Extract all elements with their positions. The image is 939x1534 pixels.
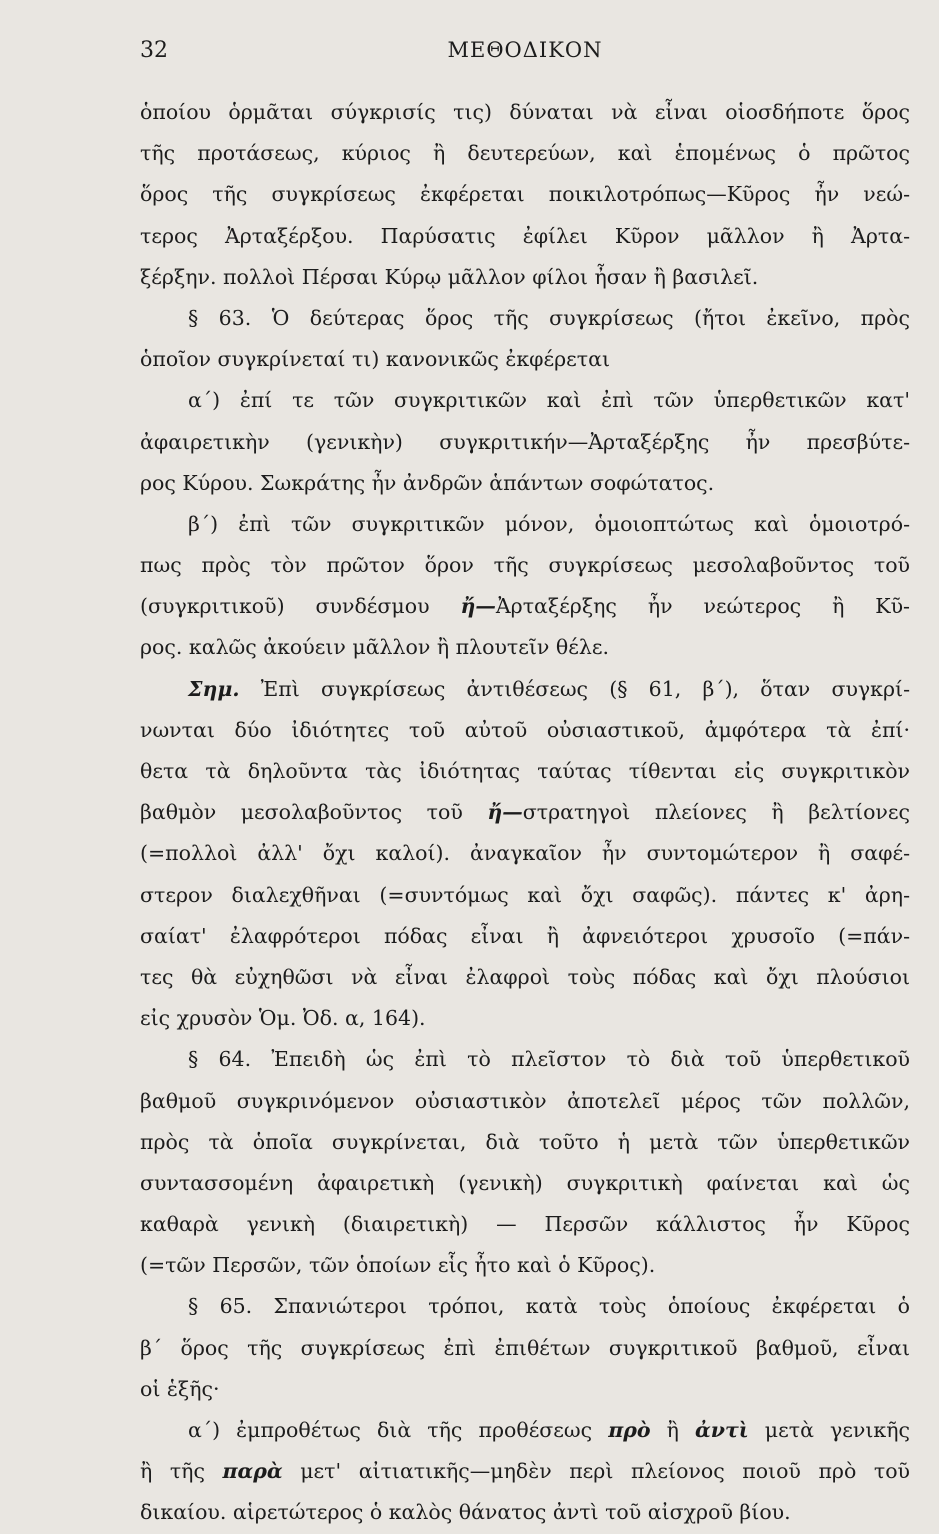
body-text — [140, 92, 910, 1534]
list-item-alpha-line: α΄) ἐπί τε τῶν συγκριτικῶν καὶ ἐπὶ τῶν ὑπερθετικῶν κατ' — [188, 388, 910, 413]
text-line: ρος Κύρου. Σωκράτης ἦν ἀνδρῶν ἁπάντων σοφώτατος. — [140, 470, 715, 495]
text-line: ἀφαιρετικὴν (γενικὴν) συγκριτικήν—Ἀρταξέρξης ἦν πρεσβύτε- — [140, 429, 910, 454]
text-line: βαθμὸν μεσολαβοῦντος τοῦ ἤ—στρατηγοὶ πλείονες ἢ βελτίονες — [140, 800, 910, 825]
page-number: 32 — [140, 38, 168, 63]
text-line: σαίατ' ἐλαφρότεροι πόδας εἶναι ἢ ἀφνειότεροι χρυσοῖο (=πάν- — [140, 923, 910, 948]
section-63-heading-line: § 63. Ὁ δεύτερας ὅρος τῆς συγκρίσεως (ἤτοι ἐκεῖνο, πρὸς — [188, 305, 910, 330]
section-65-heading-line: § 65. Σπανιώτεροι τρόποι, κατὰ τοὺς ὁποίους ἐκφέρεται ὁ — [188, 1294, 910, 1319]
page-header — [140, 38, 910, 78]
text-line: ὁποίου ὁρμᾶται σύγκρισίς τις) δύναται νὰ εἶναι οἱοσδήποτε ὅρος — [140, 100, 910, 124]
text-line: νωνται δύο ἰδιότητες τοῦ αὐτοῦ οὐσιαστικοῦ, ἀμφότερα τὰ ἐπί· — [140, 717, 910, 742]
text-line: ὁποῖον συγκρίνεταί τι) κανονικῶς ἐκφέρεται — [140, 347, 611, 372]
text-line: (=τῶν Περσῶν, τῶν ὁποίων εἷς ἦτο καὶ ὁ Κῦρος). — [140, 1253, 656, 1278]
text-line: δικαίου. αἱρετώτερος ὁ καλὸς θάνατος ἀντὶ τοῦ αἰσχροῦ βίου. — [140, 1500, 791, 1525]
text-line: ξέρξην. πολλοὶ Πέρσαι Κύρῳ μᾶλλον φίλοι ἦσαν ἢ βασιλεῖ. — [140, 264, 759, 289]
text-line: εἰς χρυσὸν Ὁμ. Ὀδ. α, 164). — [140, 1006, 426, 1031]
text-line: τερος Ἀρταξέρξου. Παρύσατις ἐφίλει Κῦρον μᾶλλον ἢ Ἀρτα- — [140, 223, 910, 248]
text-line: τες θὰ εὐχηθῶσι νὰ εἶναι ἐλαφροὶ τοὺς πόδας καὶ ὄχι πλούσιοι — [140, 964, 910, 989]
text-line: ρος. καλῶς ἀκούειν μᾶλλον ἢ πλουτεῖν θέλε. — [140, 635, 609, 660]
text-line: πρὸς τὰ ὁποῖα συγκρίνεται, διὰ τοῦτο ἡ μετὰ τῶν ὑπερθετικῶν — [140, 1129, 910, 1154]
text-line: (συγκριτικοῦ) συνδέσμου ἤ—Ἀρταξέρξης ἦν νεώτερος ἢ Κῦ- — [140, 594, 910, 619]
text-line: πως πρὸς τὸν πρῶτον ὅρον τῆς συγκρίσεως μεσολαβοῦντος τοῦ — [140, 553, 910, 578]
text-line: βαθμοῦ συγκρινόμενον οὐσιαστικὸν ἀποτελεῖ μέρος τῶν πολλῶν, — [140, 1088, 910, 1113]
text-line: στερον διαλεχθῆναι (=συντόμως καὶ ὄχι σαφῶς). πάντες κ' ἀρη- — [140, 882, 910, 907]
text-line: θετα τὰ δηλοῦντα τὰς ἰδιότητας ταύτας τίθενται εἰς συγκριτικὸν — [140, 759, 910, 783]
list-item-beta-line: β΄) ἐπὶ τῶν συγκριτικῶν μόνον, ὁμοιοπτώτως καὶ ὁμοιοτρό- — [188, 511, 910, 536]
text-line: β΄ ὅρος τῆς συγκρίσεως ἐπὶ ἐπιθέτων συγκριτικοῦ βαθμοῦ, εἶναι — [140, 1335, 910, 1360]
text-line: καθαρὰ γενικὴ (διαιρετικὴ) — Περσῶν κάλλιστος ἦν Κῦρος — [140, 1212, 910, 1237]
text-line: συντασσομένη ἀφαιρετικὴ (γενικὴ) συγκριτικὴ φαίνεται καὶ ὡς — [140, 1170, 910, 1195]
text-line: (=πολλοὶ ἀλλ' ὄχι καλοί). ἀναγκαῖον ἦν συντομώτερον ἢ σαφέ- — [140, 841, 910, 866]
list-item-alpha-line: α΄) ἐμπροθέτως διὰ τῆς προθέσεως πρὸ ἢ ἀντὶ μετὰ γενικῆς — [188, 1418, 910, 1442]
text-line: ὅρος τῆς συγκρίσεως ἐκφέρεται ποικιλοτρόπως—Κῦρος ἦν νεώ- — [140, 182, 910, 207]
text-line: ἢ τῆς παρὰ μετ' αἰτιατικῆς—μηδὲν περὶ πλείονος ποιοῦ πρὸ τοῦ — [140, 1459, 910, 1484]
text-line: οἱ ἑξῆς· — [140, 1376, 220, 1401]
text-line: τῆς προτάσεως, κύριος ἢ δευτερεύων, καὶ ἑπομένως ὁ πρῶτος — [140, 141, 910, 166]
running-title: ΜΕΘΟΔΙΚΟΝ — [447, 38, 603, 62]
section-64-heading-line: § 64. Ἐπειδὴ ὡς ἐπὶ τὸ πλεῖστον τὸ διὰ τοῦ ὑπερθετικοῦ — [188, 1047, 910, 1072]
note-heading-line: Σημ. Ἐπὶ συγκρίσεως ἀντιθέσεως (§ 61, β΄), ὅταν συγκρί- — [188, 676, 910, 701]
